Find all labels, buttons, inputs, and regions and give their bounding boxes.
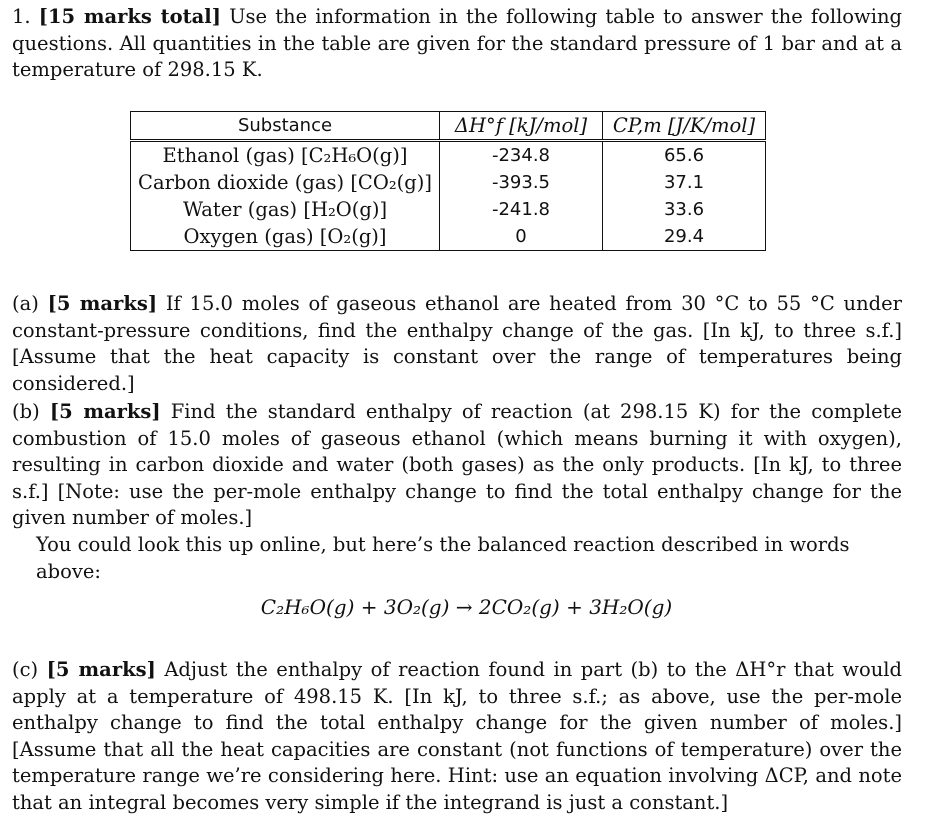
header-substance: Substance (131, 112, 440, 141)
part-c (12, 657, 902, 817)
reaction-equation: C₂H₆O(g) + 3O₂(g) → 2CO₂(g) + 3H₂O(g) (260, 595, 673, 619)
table-row (131, 196, 766, 223)
cell-substance: Oxygen (gas) [O₂(g)] (131, 223, 440, 251)
part-a-marks: [5 marks] (47, 292, 158, 315)
cell-dhf: -241.8 (440, 196, 603, 223)
question-number: 1. (12, 5, 31, 28)
cell-substance: Water (gas) [H₂O(g)] (131, 196, 440, 223)
cell-dhf: -234.8 (440, 141, 603, 170)
part-c-marks: [5 marks] (46, 658, 156, 681)
part-c-text: Adjust the enthalpy of reaction found in part (b) to the ΔH°r that would apply at a temperature of 498.15 K. [In kJ, to three s.f.; as above, use the per-mole enthalpy change to find the total enthalpy change for the given number of moles.] [Assume that all the heat capacities are constant (not functions of temperature) over the temperature range we’re considering here. Hint: use an equation involving ΔCP, and note that an integral becomes very simple if the integrand is just a constant.] (12, 658, 903, 814)
part-c-label: (c) (12, 658, 39, 681)
cell-cp: 37.1 (603, 169, 766, 196)
cell-substance: Ethanol (gas) [C₂H₆O(g)] (131, 141, 440, 170)
table-row (131, 169, 766, 196)
header-dhf: ΔH°f [kJ/mol] (440, 112, 603, 141)
part-a-label: (a) (12, 292, 39, 315)
part-b-label: (b) (12, 400, 40, 423)
part-a-text: If 15.0 moles of gaseous ethanol are heated from 30 °C to 55 °C under constant-pressure conditions, find the enthalpy change of the gas. [In kJ, to three s.f.] [Assume that the heat capacity is constant over the range of temperatures being considered.] (12, 292, 902, 395)
question-marks: [15 marks total] (38, 5, 221, 28)
part-b-note: You could look this up online, but here’s the balanced reaction described in words above: (36, 533, 850, 583)
part-a (12, 291, 902, 397)
table-row (131, 223, 766, 251)
cell-dhf: -393.5 (440, 169, 603, 196)
table-header-row (131, 112, 766, 141)
cell-cp: 33.6 (603, 196, 766, 223)
header-cp: CP,m [J/K/mol] (603, 112, 766, 141)
part-b (12, 399, 902, 532)
question-intro-text: Use the information in the following table to answer the following questions. All quantities in the table are given for the standard pressure of 1 bar and at a temperature of 298.15 K. (12, 5, 903, 82)
question-intro (12, 4, 902, 84)
part-b-text: Find the standard enthalpy of reaction (at 298.15 K) for the complete combustion of 15.0 moles of gaseous ethanol (which means burning it with oxygen), resulting in carbon dioxide and water (both gases) as the only products. [In kJ, to three s.f.] [Note: use the per-mole enthalpy change to find the total enthalpy change for the given number of moles.] (12, 400, 903, 530)
cell-cp: 29.4 (603, 223, 766, 251)
cell-cp: 65.6 (603, 141, 766, 170)
cell-substance: Carbon dioxide (gas) [CO₂(g)] (131, 169, 440, 196)
cell-dhf: 0 (440, 223, 603, 251)
part-b-marks: [5 marks] (49, 400, 161, 423)
table-row (131, 141, 766, 170)
data-table (130, 111, 766, 251)
